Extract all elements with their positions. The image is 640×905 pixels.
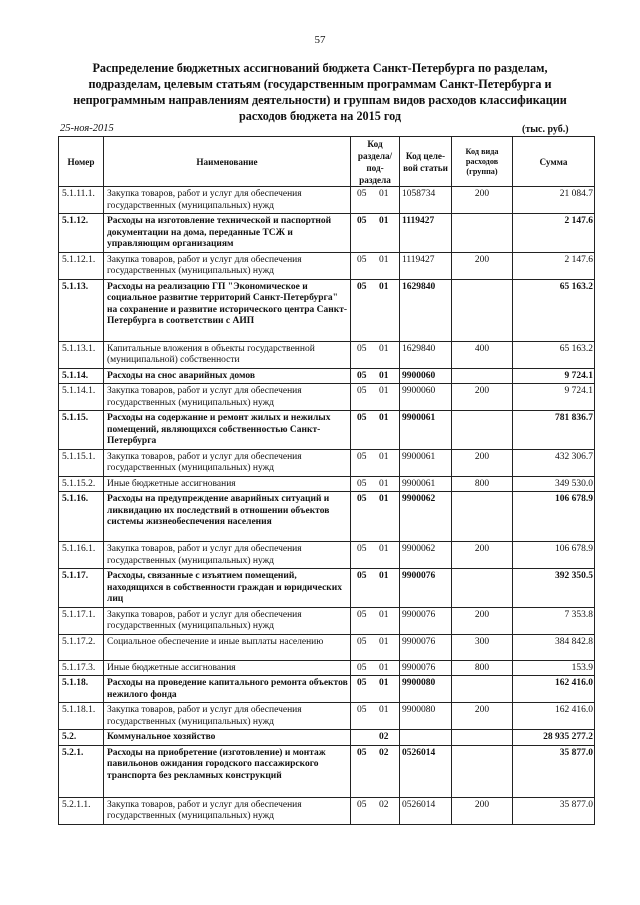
section-code: 05	[357, 343, 367, 354]
subsection-code: 01	[379, 386, 389, 396]
section-code: 05	[357, 451, 367, 462]
subsection-code: 02	[379, 799, 389, 810]
row-sum: 153.9	[513, 660, 595, 676]
row-number: 5.1.17.2.	[59, 634, 104, 660]
row-vid: 800	[452, 660, 513, 676]
budget-table-body	[59, 187, 595, 825]
row-vid	[452, 569, 513, 608]
row-number: 5.1.17.3.	[59, 660, 104, 676]
row-target-code: 9900060	[400, 368, 452, 384]
table-row	[59, 634, 595, 660]
page-number: 57	[314, 34, 326, 46]
row-name: Закупка товаров, работ и услуг для обеспечения государственных (муниципальных) нужд	[104, 187, 351, 214]
section-code: 05	[357, 609, 367, 620]
subsection-code: 01	[379, 451, 389, 462]
row-section	[351, 703, 400, 730]
row-sum: 21 084.7	[513, 187, 595, 214]
row-section	[351, 542, 400, 569]
section-code: 05	[357, 216, 367, 226]
row-target-code: 9900080	[400, 703, 452, 730]
row-number: 5.1.14.	[59, 368, 104, 384]
row-number: 5.1.15.	[59, 411, 104, 450]
row-name: Закупка товаров, работ и услуг для обеспечения государственных (муниципальных) нужд	[104, 797, 351, 824]
header-section: Код раздела/ под-раздела	[351, 137, 400, 187]
row-vid: 200	[452, 607, 513, 634]
section-code: 05	[357, 544, 367, 554]
section-code: 05	[357, 571, 367, 581]
row-number: 5.1.16.	[59, 492, 104, 542]
row-target-code: 9900076	[400, 634, 452, 660]
row-sum: 35 877.0	[513, 797, 595, 824]
row-section	[351, 745, 400, 797]
row-name: Закупка товаров, работ и услуг для обеспечения государственных (муниципальных) нужд	[104, 252, 351, 279]
row-target-code: 9900076	[400, 607, 452, 634]
row-sum: 2 147.6	[513, 214, 595, 253]
title-line: подразделам, целевым статьям (государственным программам Санкт-Петербурга и	[88, 77, 552, 91]
row-name: Иные бюджетные ассигнования	[104, 476, 351, 492]
row-sum: 28 935 277.2	[513, 730, 595, 746]
row-sum: 2 147.6	[513, 252, 595, 279]
row-name: Коммунальное хозяйство	[104, 730, 351, 746]
row-section	[351, 607, 400, 634]
row-section	[351, 634, 400, 660]
row-section	[351, 660, 400, 676]
table-row	[59, 214, 595, 253]
section-code: 05	[357, 370, 367, 381]
row-sum: 35 877.0	[513, 745, 595, 797]
table-row	[59, 187, 595, 214]
section-code: 05	[357, 254, 367, 265]
document-title	[40, 60, 600, 124]
row-section	[351, 676, 400, 703]
row-section	[351, 384, 400, 411]
row-vid: 400	[452, 341, 513, 368]
row-name: Закупка товаров, работ и услуг для обеспечения государственных (муниципальных) нужд	[104, 542, 351, 569]
table-row	[59, 449, 595, 476]
header-target: Код целе-вой статьи	[400, 137, 452, 187]
subsection-code: 01	[379, 281, 389, 292]
table-row	[59, 542, 595, 569]
subsection-code: 02	[379, 747, 389, 758]
section-code: 05	[357, 678, 367, 688]
header-vid: Код вида расходов (группа)	[452, 137, 513, 187]
table-row	[59, 660, 595, 676]
document-date: 25-ноя-2015	[60, 123, 114, 134]
row-vid: 200	[452, 252, 513, 279]
section-code: 05	[357, 662, 367, 673]
subsection-code: 01	[379, 216, 389, 226]
section-code: 05	[357, 386, 367, 396]
row-section	[351, 252, 400, 279]
subsection-code: 01	[379, 678, 389, 688]
row-sum: 106 678.9	[513, 492, 595, 542]
row-number: 5.1.15.1.	[59, 449, 104, 476]
row-sum: 106 678.9	[513, 542, 595, 569]
row-sum: 7 353.8	[513, 607, 595, 634]
row-name: Расходы на изготовление технической и паспортной документации на дома, переданные ТСЖ и управляющим организациям	[104, 214, 351, 253]
table-row	[59, 492, 595, 542]
row-number: 5.1.17.1.	[59, 607, 104, 634]
row-target-code: 9900061	[400, 411, 452, 450]
row-sum: 65 163.2	[513, 279, 595, 341]
row-target-code: 9900061	[400, 449, 452, 476]
table-row	[59, 368, 595, 384]
row-target-code: 9900062	[400, 542, 452, 569]
row-sum: 349 530.0	[513, 476, 595, 492]
budget-table	[58, 136, 595, 825]
row-name: Капитальные вложения в объекты государственной (муниципальной) собственности	[104, 341, 351, 368]
row-target-code: 1629840	[400, 341, 452, 368]
row-number: 5.1.12.1.	[59, 252, 104, 279]
title-line: непрограммным направлениям деятельности) и группам видов расходов классификации	[73, 93, 567, 107]
row-section	[351, 797, 400, 824]
table-row	[59, 252, 595, 279]
row-name: Закупка товаров, работ и услуг для обеспечения государственных (муниципальных) нужд	[104, 607, 351, 634]
row-number: 5.2.1.1.	[59, 797, 104, 824]
row-name: Иные бюджетные ассигнования	[104, 660, 351, 676]
subsection-code: 01	[379, 662, 389, 673]
section-code: 05	[357, 494, 367, 504]
table-row	[59, 703, 595, 730]
section-code: 05	[357, 799, 367, 810]
table-row	[59, 384, 595, 411]
row-target-code: 1119427	[400, 214, 452, 253]
row-vid	[452, 214, 513, 253]
row-section	[351, 492, 400, 542]
header-row	[59, 137, 595, 187]
row-sum: 384 842.8	[513, 634, 595, 660]
row-number: 5.1.18.	[59, 676, 104, 703]
row-target-code: 0526014	[400, 745, 452, 797]
table-row	[59, 797, 595, 824]
subsection-code: 01	[379, 478, 389, 489]
row-section	[351, 279, 400, 341]
table-row	[59, 607, 595, 634]
row-vid: 300	[452, 634, 513, 660]
row-section	[351, 476, 400, 492]
row-target-code: 0526014	[400, 797, 452, 824]
row-sum: 9 724.1	[513, 368, 595, 384]
row-vid: 200	[452, 542, 513, 569]
row-sum: 162 416.0	[513, 676, 595, 703]
row-sum: 65 163.2	[513, 341, 595, 368]
row-name: Расходы на приобретение (изготовление) и монтаж павильонов ожидания городского пассажирского транспорта без рекламных конструкций	[104, 745, 351, 797]
subsection-code: 01	[379, 494, 389, 504]
row-name: Расходы на проведение капитального ремонта объектов нежилого фонда	[104, 676, 351, 703]
subsection-code: 01	[379, 413, 389, 423]
row-number: 5.1.18.1.	[59, 703, 104, 730]
row-name: Расходы, связанные с изъятием помещений, находящихся в собственности граждан и юридических лиц	[104, 569, 351, 608]
row-vid	[452, 279, 513, 341]
header-number: Номер	[59, 137, 104, 187]
row-section	[351, 569, 400, 608]
row-section	[351, 449, 400, 476]
section-code: 05	[357, 189, 367, 199]
subsection-code: 02	[379, 732, 389, 742]
section-code: 05	[357, 478, 367, 489]
row-target-code: 9900080	[400, 676, 452, 703]
row-target-code: 9900076	[400, 569, 452, 608]
subsection-code: 01	[379, 571, 389, 581]
row-number: 5.1.12.	[59, 214, 104, 253]
row-number: 5.2.	[59, 730, 104, 746]
row-vid: 200	[452, 187, 513, 214]
row-vid: 200	[452, 384, 513, 411]
table-row	[59, 341, 595, 368]
row-number: 5.1.16.1.	[59, 542, 104, 569]
row-vid: 200	[452, 797, 513, 824]
row-vid	[452, 676, 513, 703]
row-number: 5.1.11.1.	[59, 187, 104, 214]
row-target-code: 9900076	[400, 660, 452, 676]
row-sum: 392 350.5	[513, 569, 595, 608]
subsection-code: 01	[379, 343, 389, 354]
row-name: Закупка товаров, работ и услуг для обеспечения государственных (муниципальных) нужд	[104, 703, 351, 730]
section-code: 05	[357, 636, 367, 647]
row-number: 5.1.15.2.	[59, 476, 104, 492]
row-vid	[452, 411, 513, 450]
row-target-code: 9900061	[400, 476, 452, 492]
row-section	[351, 411, 400, 450]
row-vid	[452, 368, 513, 384]
table-row	[59, 745, 595, 797]
row-name: Расходы на реализацию ГП "Экономическое и социальное развитие территорий Санкт-Петербурга" на сохранение и развитие исторического центра Санкт-Петербурга в соответствии с АИП	[104, 279, 351, 341]
subsection-code: 01	[379, 636, 389, 647]
table-row	[59, 411, 595, 450]
row-number: 5.1.13.	[59, 279, 104, 341]
row-vid: 200	[452, 449, 513, 476]
row-number: 5.2.1.	[59, 745, 104, 797]
subsection-code: 01	[379, 254, 389, 265]
row-vid	[452, 730, 513, 746]
row-number: 5.1.17.	[59, 569, 104, 608]
header-sum: Сумма	[513, 137, 595, 187]
row-sum: 432 306.7	[513, 449, 595, 476]
row-target-code: 9900060	[400, 384, 452, 411]
table-row	[59, 279, 595, 341]
row-sum: 9 724.1	[513, 384, 595, 411]
row-name: Закупка товаров, работ и услуг для обеспечения государственных (муниципальных) нужд	[104, 384, 351, 411]
table-row	[59, 569, 595, 608]
table-row	[59, 676, 595, 703]
table-row	[59, 730, 595, 746]
header-name: Наименование	[104, 137, 351, 187]
row-vid: 800	[452, 476, 513, 492]
row-name: Расходы на снос аварийных домов	[104, 368, 351, 384]
row-section	[351, 730, 400, 746]
row-name: Расходы на предупреждение аварийных ситуаций и ликвидацию их последствий в отношении объектов системы жизнеобеспечения населения	[104, 492, 351, 542]
section-code: 05	[357, 747, 367, 758]
row-vid	[452, 745, 513, 797]
row-section	[351, 214, 400, 253]
row-section	[351, 341, 400, 368]
row-target-code: 1629840	[400, 279, 452, 341]
subsection-code: 01	[379, 609, 389, 620]
subsection-code: 01	[379, 705, 389, 715]
row-sum: 162 416.0	[513, 703, 595, 730]
subsection-code: 01	[379, 370, 389, 381]
row-target-code: 1058734	[400, 187, 452, 214]
subsection-code: 01	[379, 544, 389, 554]
section-code: 05	[357, 413, 367, 423]
table-row	[59, 476, 595, 492]
row-target-code	[400, 730, 452, 746]
section-code: 05	[357, 705, 367, 715]
section-code: 05	[357, 281, 367, 292]
row-number: 5.1.14.1.	[59, 384, 104, 411]
row-name: Закупка товаров, работ и услуг для обеспечения государственных (муниципальных) нужд	[104, 449, 351, 476]
row-section	[351, 187, 400, 214]
title-line: Распределение бюджетных ассигнований бюджета Санкт-Петербурга по разделам,	[92, 61, 548, 75]
row-vid: 200	[452, 703, 513, 730]
row-sum: 781 836.7	[513, 411, 595, 450]
subsection-code: 01	[379, 189, 389, 199]
row-section	[351, 368, 400, 384]
row-number: 5.1.13.1.	[59, 341, 104, 368]
row-target-code: 1119427	[400, 252, 452, 279]
units-label: (тыс. руб.)	[522, 124, 569, 135]
row-name: Расходы на содержание и ремонт жилых и нежилых помещений, являющихся собственностью Санкт-Петербурга	[104, 411, 351, 450]
row-name: Социальное обеспечение и иные выплаты населению	[104, 634, 351, 660]
row-target-code: 9900062	[400, 492, 452, 542]
title-line: расходов бюджета на 2015 год	[238, 109, 402, 123]
row-vid	[452, 492, 513, 542]
